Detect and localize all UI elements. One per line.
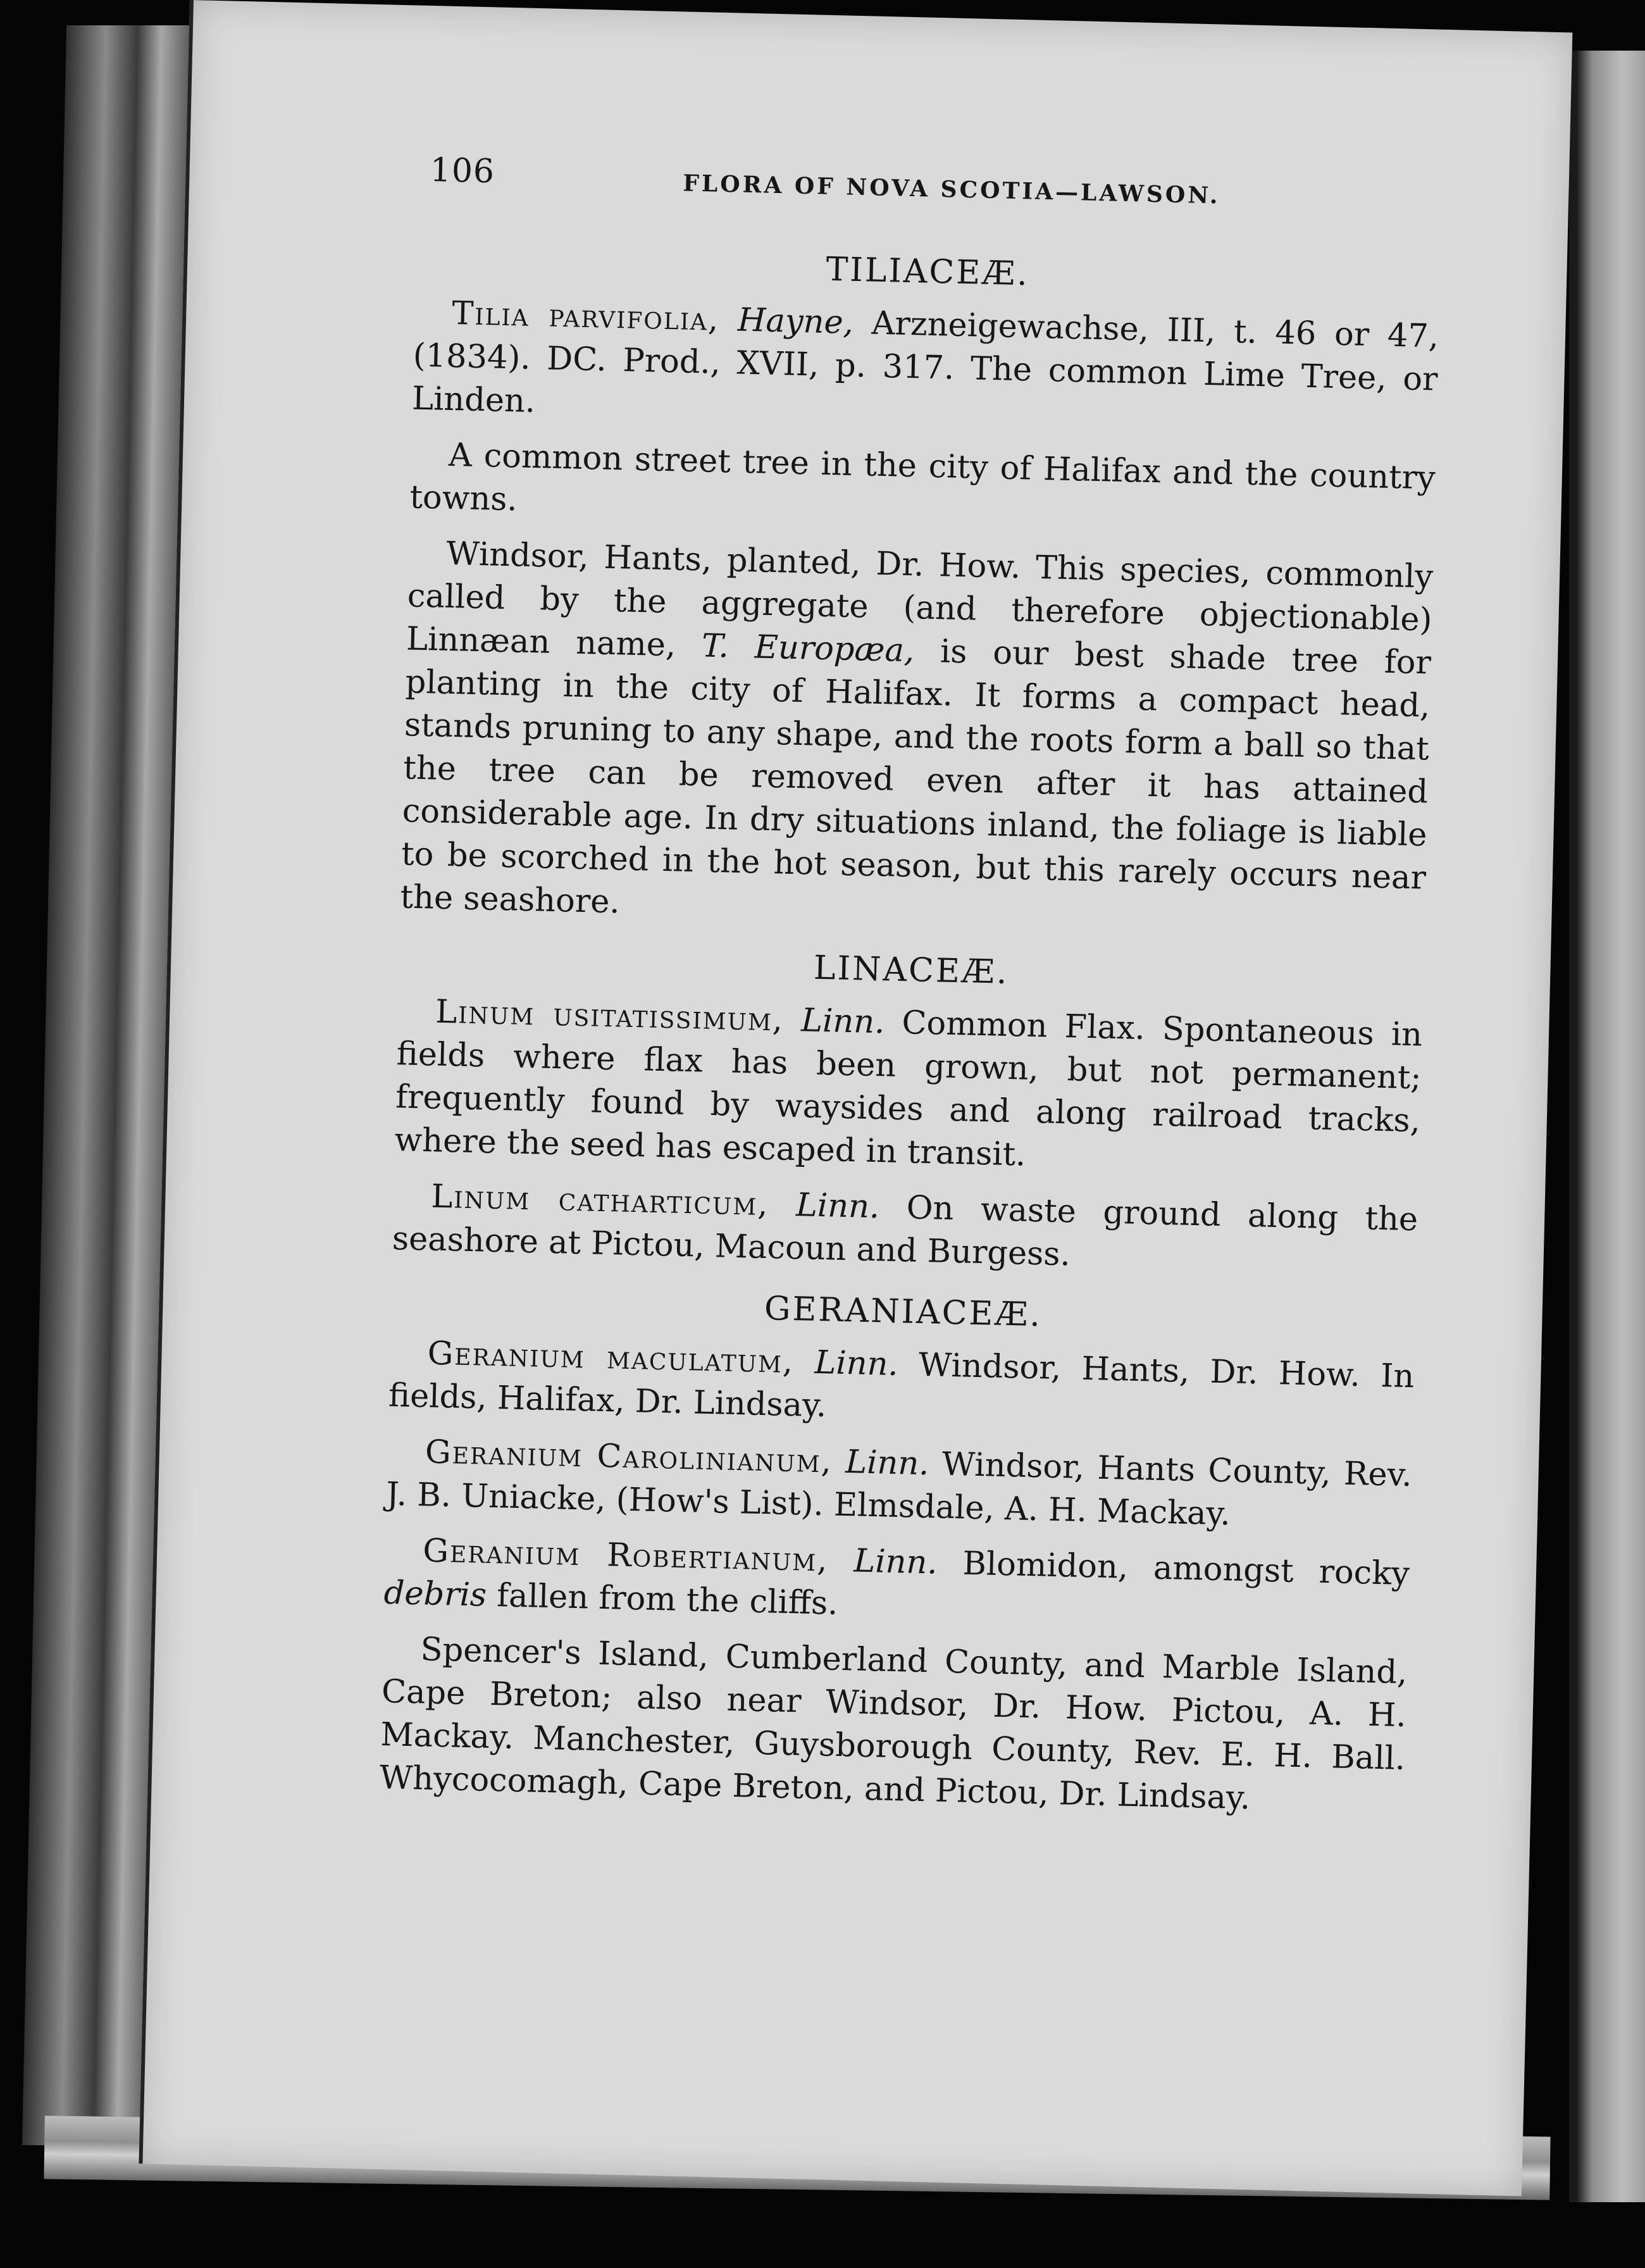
entry-geranium-robertianum — [383, 1529, 1410, 1639]
section-title-tiliaceae: TILIACEÆ. — [825, 250, 1030, 294]
species-author: Linn. — [845, 1443, 930, 1483]
entry-text: fallen from the cliffs. — [486, 1576, 839, 1623]
entry-linum-catharticum — [392, 1174, 1418, 1285]
species-name: Tilia parvifolia, — [451, 294, 720, 339]
species-author: Linn. — [853, 1542, 938, 1582]
species-author: Linn. — [795, 1187, 880, 1226]
species-author: Linn. — [800, 1002, 885, 1042]
entry-tilia-parvifolia — [411, 291, 1439, 444]
entry-text: Arzneigewachse, III, t. 46 or 47, (1834). DC. Prod., XVII, p. 317. The common Lime Tree, or Linden. — [411, 304, 1439, 421]
paragraph-text: Windsor, Hants, planted, Dr. How. This species, commonly called by the aggregate (and therefore objectionable) Linnæan name, — [406, 535, 1434, 665]
italic-name: T. Europæa, — [701, 627, 915, 670]
book-page — [139, 0, 1572, 2196]
running-head: FLORA OF NOVA SCOTIA—LAWSON. — [682, 170, 1220, 209]
entry-text: Blomidon, amongst rocky — [936, 1544, 1410, 1593]
species-name: Linum catharticum, — [430, 1178, 770, 1224]
entry-geranium-maculatum — [388, 1331, 1415, 1442]
entry-text: Common Flax. Spontaneous in fields where flax has been grown, but not permanent; frequently found by waysides and along railroad tracks, where the seed has escaped in transit. — [394, 1004, 1423, 1174]
paragraph: Spencer's Island, Cumberland County, and Marble Island, Cape Breton; also near Windsor, Dr. How. Pictou, A. H. Mackay. Manchester, Guysborough County, Rev. E. H. Ball. Whycocomagh, Cape Breton, and Pictou, Dr. Lindsay. — [379, 1631, 1408, 1817]
entry-text: Windsor, Hants County, Rev. J. B. Uniacke, (How's List). Elmsdale, A. H. Mackay. — [385, 1445, 1413, 1533]
page-number: 106 — [430, 151, 495, 191]
italic-word: debris — [383, 1574, 487, 1614]
section-title-geraniaceae: GERANIACEÆ. — [764, 1289, 1043, 1335]
page-content — [379, 151, 1443, 1836]
facing-page-edge — [1569, 51, 1645, 2202]
entry-text: Windsor, Hants, Dr. How. In fields, Halifax, Dr. Lindsay. — [388, 1345, 1415, 1425]
species-author: Hayne, — [737, 301, 854, 342]
species-author: Linn. — [814, 1343, 899, 1383]
section-title-linaceae: LINACEÆ. — [813, 949, 1010, 992]
entry-geranium-carolinianum — [386, 1430, 1413, 1540]
species-name: Geranium maculatum, — [427, 1335, 795, 1381]
page-header — [416, 151, 1443, 245]
paragraph — [400, 532, 1434, 943]
species-name: Linum usitatissimum, — [435, 993, 785, 1039]
paragraph: A common street tree in the city of Halifax and the country towns. — [409, 436, 1436, 519]
species-name: Geranium Carolinianum, — [425, 1433, 833, 1481]
species-name: Geranium Robertianum, — [422, 1532, 829, 1580]
entry-linum-usitatissimum — [394, 990, 1423, 1186]
entry-text: On waste ground along the seashore at Pictou, Macoun and Burgess. — [392, 1188, 1418, 1274]
paragraph-text: is our best shade tree for planting in the city of Halifax. It forms a compact head, stands pruning to any shape, and the roots form a ball so that the tree can be removed even after it has attained considerable age. In dry situations inland, the foliage is liable to be scorched in the hot season, but this rarely occurs near the seashore. — [399, 632, 1432, 921]
